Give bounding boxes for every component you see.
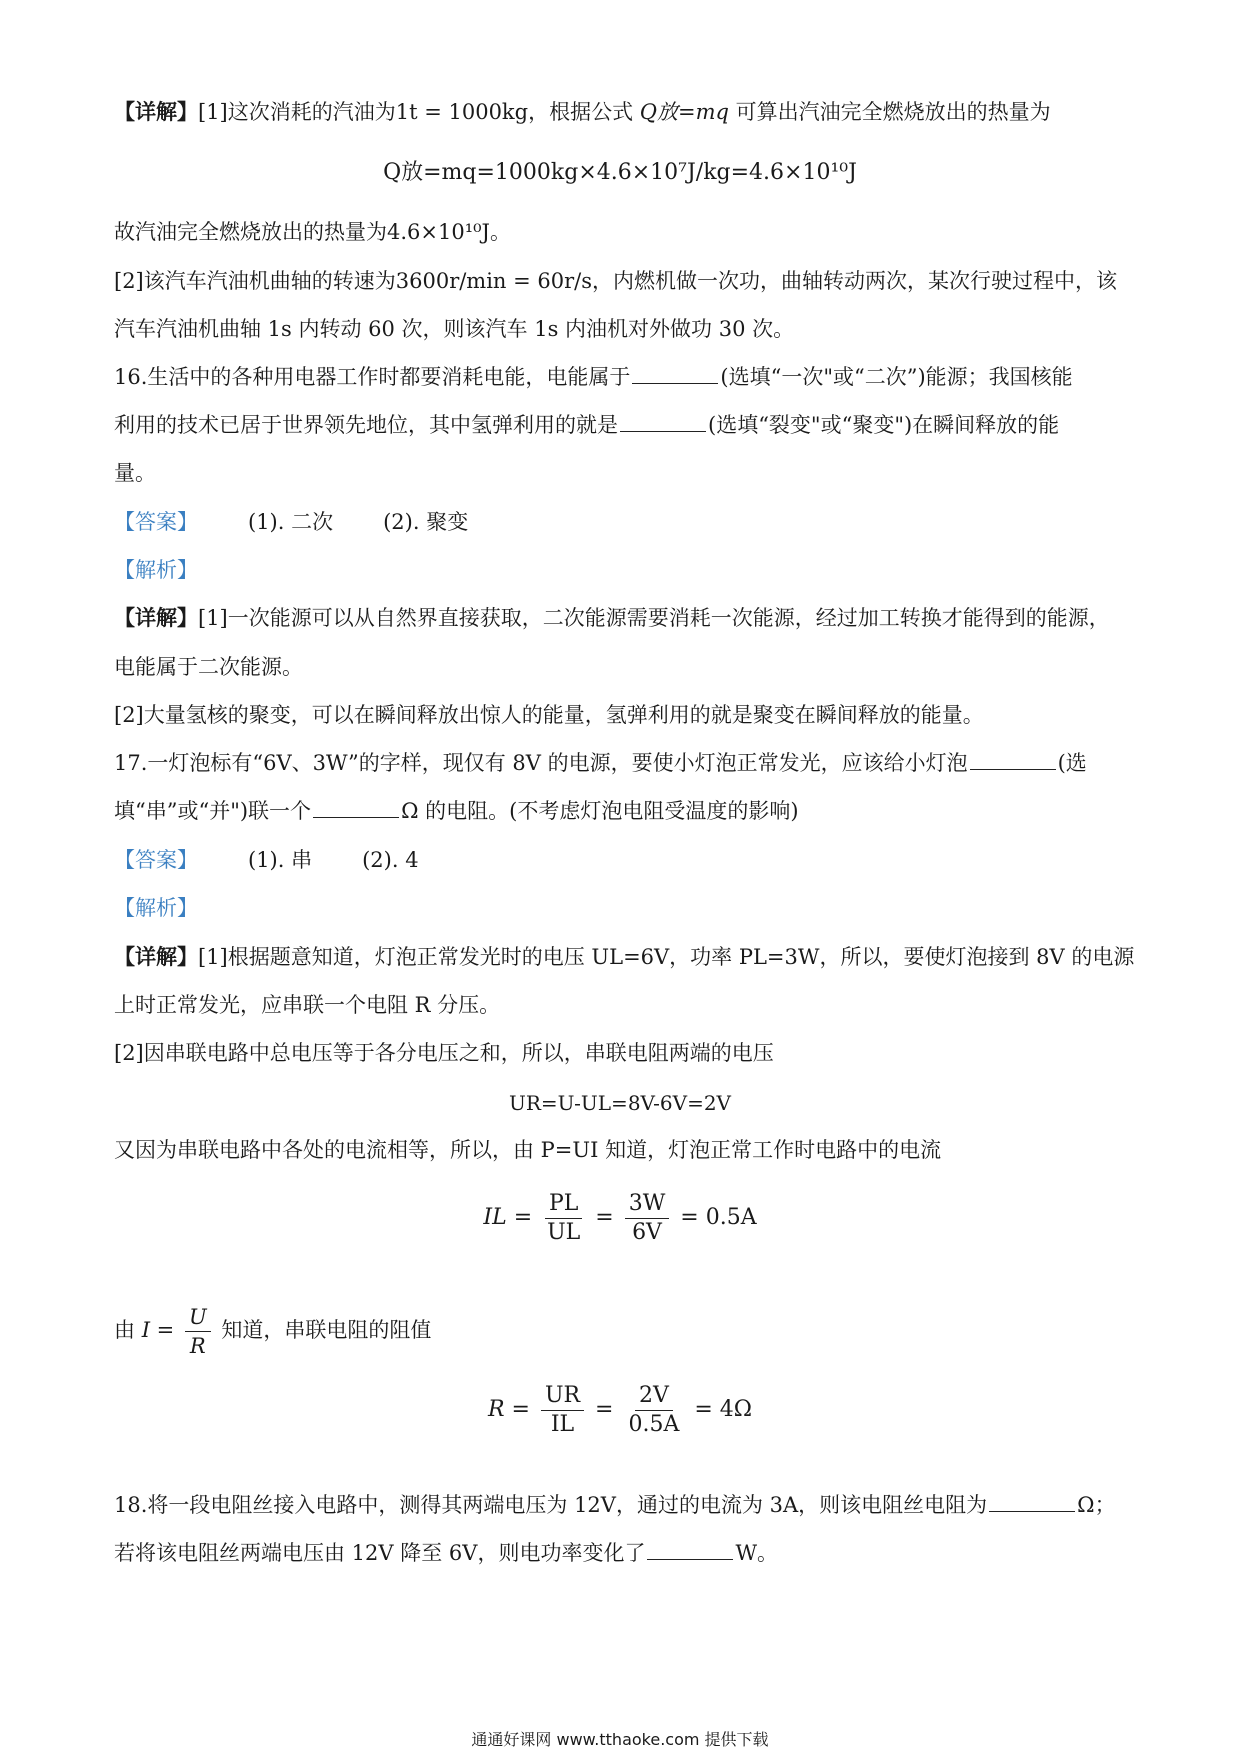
q15-detail-2-line-1: [2]该汽车汽油机曲轴的转速为3600r/min = 60r/s，内燃机做一次功，曲轴转动两次，某次行驶过程中，该 (114, 269, 1118, 293)
q17-stem-text-b: (选 (1057, 751, 1087, 775)
q16-stem-line-1 (114, 363, 1134, 391)
detail-label: 【详解】 (114, 944, 198, 969)
eq-lhs: R (487, 1397, 505, 1422)
q17-answer-2: (2). 4 (362, 848, 419, 872)
q16-answer-line (114, 508, 1134, 536)
q16-stem-text-d: (选填“裂变"或“聚变")在瞬间释放的能 (708, 413, 1060, 437)
q17-stem-text-a: 17.一灯泡标有“6V、3W”的字样，现仅有 8V 的电源，要使小灯泡正常发光，应该给小灯泡 (114, 751, 968, 775)
q17-stem-text-d: Ω 的电阻。(不考虑灯泡电阻受温度的影响) (401, 799, 799, 823)
q17-detail-text: [1]根据题意知道，灯泡正常发光时的电压 UL=6V，功率 PL=3W，所以，要使灯泡接到 8V 的电源 (198, 945, 1135, 969)
q18-stem-line-2 (114, 1539, 1134, 1567)
fraction: $\frac{3W}{6V}$ (625, 1190, 670, 1247)
fraction: $\frac{UR}{IL}$ (541, 1382, 584, 1439)
q18-stem-text-c: 若将该电阻丝两端电压由 12V 降至 6V，则电功率变化了 (114, 1541, 646, 1565)
q16-detail-line-1 (114, 604, 1127, 632)
q18-stem-line-1 (114, 1491, 1127, 1519)
answer-blank (313, 797, 399, 818)
q16-answer-1: (1). 二次 (248, 510, 334, 534)
q15-detail-text: [1]这次消耗的汽油为1t = 1000kg，根据公式 (198, 100, 634, 124)
q16-stem-text-b: (选填“一次"或“二次”)能源；我国核能 (720, 365, 1073, 389)
q15-conclusion: 故汽油完全燃烧放出的热量为4.6×10¹⁰J。 (114, 220, 511, 244)
q16-analysis-label (114, 556, 1134, 584)
answer-blank (620, 411, 706, 432)
fraction: $\frac{U}{R}$ (185, 1303, 211, 1360)
r-equation: R = $\frac{UR}{IL}$ = $\frac{2V}{0.5A}$ = 4Ω (487, 1382, 753, 1437)
answer-blank (632, 363, 718, 384)
q17-detail-line-2: 上时正常发光，应串联一个电阻 R 分压。 (114, 993, 501, 1017)
q17-detail-line-1 (114, 943, 1135, 971)
analysis-label: 【解析】 (114, 896, 198, 920)
q17-detail-2: [2]因串联电路中总电压等于各分电压之和，所以，串联电阻两端的电压 (114, 1041, 774, 1065)
answer-blank (970, 749, 1056, 770)
answer-label: 【答案】 (114, 848, 198, 872)
q17-stem-line-1 (114, 749, 1134, 777)
ur-equation: UR=U-UL=8V-6V=2V (508, 1091, 731, 1115)
q16-detail-2: [2]大量氢核的聚变，可以在瞬间释放出惊人的能量，氢弹利用的就是聚变在瞬间释放的能量。 (114, 703, 984, 727)
q16-answer-2: (2). 聚变 (383, 510, 469, 534)
q16-detail-line-2: 电能属于二次能源。 (114, 655, 303, 679)
q17-analysis-label (114, 894, 1134, 922)
q17-stem-text-c: 填“串”或“并")联一个 (114, 799, 312, 823)
il-equation: IL = $\frac{PL}{UL}$ = $\frac{3W}{6V}$ = 0.5A (483, 1190, 757, 1245)
answer-blank (989, 1491, 1075, 1512)
q18-stem-text-d: W。 (735, 1541, 779, 1565)
detail-label: 【详解】 (114, 99, 198, 124)
q16-stem-line-3: 量。 (114, 461, 156, 485)
eq-result: 4Ω (719, 1397, 753, 1422)
answer-blank (647, 1539, 733, 1560)
q15-detail-line-1 (114, 98, 1134, 126)
q17-stem-line-2 (114, 797, 1134, 825)
q17-current-line: 又因为串联电路中各处的电流相等，所以，由 P=UI 知道，灯泡正常工作时电路中的电流 (114, 1138, 942, 1162)
answer-label: 【答案】 (114, 510, 198, 534)
eq-lhs: IL (483, 1205, 507, 1230)
q18-stem-text-a: 18.将一段电阻丝接入电路中，测得其两端电压为 12V，通过的电流为 3A，则该电阻丝电阻为 (114, 1493, 988, 1517)
eq-result: 0.5A (705, 1205, 757, 1230)
page-footer: 通通好课网 www.tthaoke.com 提供下载 (471, 1730, 769, 1749)
q16-stem-line-2 (114, 411, 1134, 439)
detail-label: 【详解】 (114, 605, 198, 630)
q15-detail-2-line-2: 汽车汽油机曲轴 1s 内转动 60 次，则该汽车 1s 内油机对外做功 30 次。 (114, 317, 795, 341)
q15-equation: Q放=mq=1000kg×4.6×10⁷J/kg=4.6×10¹⁰J (383, 160, 857, 185)
q17-answer-line (114, 846, 1134, 874)
q15-formula: Q放=mq (639, 100, 729, 124)
fraction: $\frac{2V}{0.5A}$ (628, 1382, 680, 1437)
q15-detail-tail: 可算出汽油完全燃烧放出的热量为 (735, 100, 1051, 124)
fraction: $\frac{PL}{UL}$ (543, 1190, 584, 1247)
q18-stem-text-b: Ω； (1077, 1493, 1116, 1517)
q16-detail-text: [1]一次能源可以从自然界直接获取，二次能源需要消耗一次能源，经过加工转换才能得到的能源， (198, 606, 1110, 630)
q17-resist-line: 由 I = $\frac{U}{R}$ 知道，串联电阻的阻值 (114, 1305, 432, 1358)
q17-answer-1: (1). 串 (248, 848, 313, 872)
q16-stem-text-a: 16.生活中的各种用电器工作时都要消耗电能，电能属于 (114, 365, 631, 389)
q16-stem-text-c: 利用的技术已居于世界领先地位，其中氢弹利用的就是 (114, 413, 618, 437)
analysis-label: 【解析】 (114, 558, 198, 582)
